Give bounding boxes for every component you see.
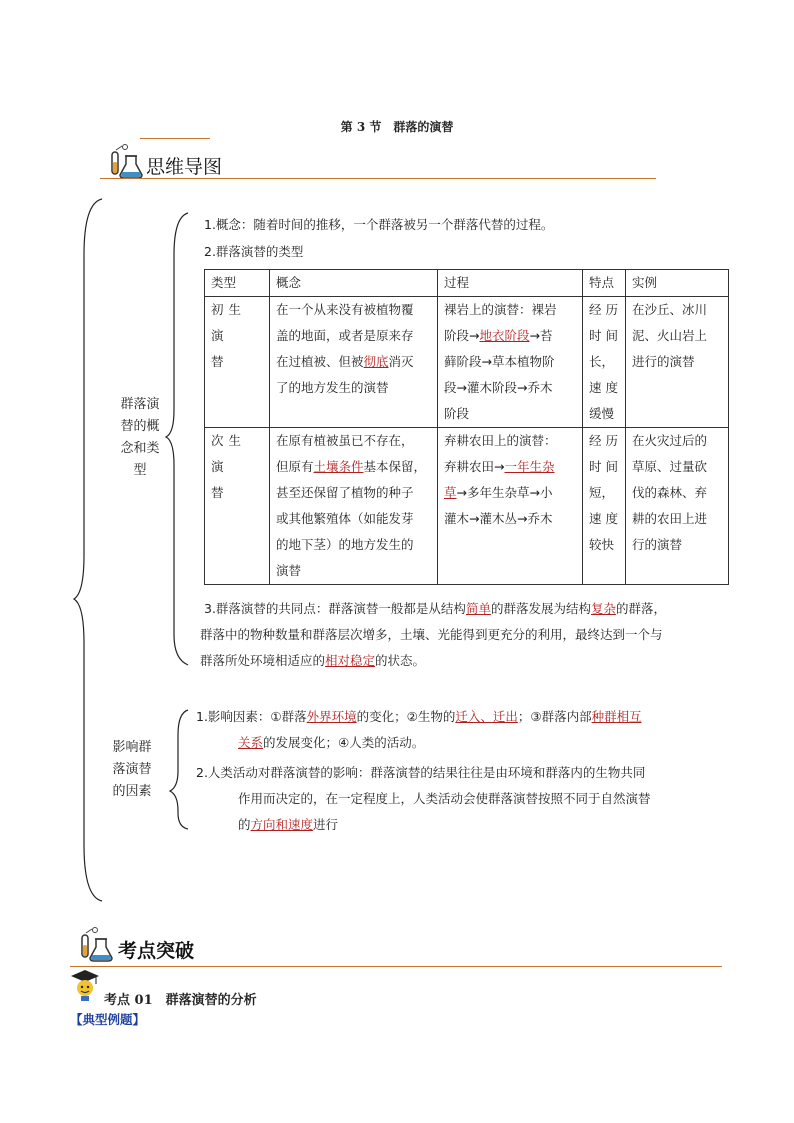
factors-paragraph <box>196 704 736 756</box>
cell-line: 较快 <box>589 537 615 552</box>
feature-cell <box>583 297 626 428</box>
cell-line: 甚至还保留了植物的种子 <box>276 485 414 500</box>
text-span: 的变化；②生物的 <box>356 709 456 724</box>
cell-line: 缓慢 <box>589 406 615 421</box>
cell-line: 盖的地面，或者是原来存 <box>276 328 414 343</box>
typical-examples-label: 【典型例题】 <box>70 1012 146 1027</box>
cell-line: 耕的农田上进 <box>632 511 708 526</box>
header-cell: 过程 <box>438 270 583 297</box>
table-header-row <box>205 270 729 297</box>
cell-line: 速 度 <box>589 511 618 526</box>
key-term: 地衣阶段 <box>479 328 530 343</box>
cell-line: 在火灾过后的 <box>632 433 708 448</box>
table-row <box>205 297 729 428</box>
text-span: 弃耕农田→ <box>444 459 505 474</box>
cell-line: 经 历 <box>589 302 618 317</box>
cell-line: 时 间 <box>589 459 618 474</box>
cell-line: 阶段 <box>444 406 470 421</box>
kaodian-01-title: 考点 01 群落演替的分析 <box>104 993 257 1008</box>
cell-line <box>276 349 431 375</box>
cell-line: 弃耕农田上的演替： <box>444 433 557 448</box>
cell-line: 演替 <box>276 563 302 578</box>
concept-cell <box>270 297 438 428</box>
cell-line: 草原、过量砍 <box>632 459 708 474</box>
branch2-label-line: 影响群 <box>112 740 152 755</box>
branch1-label-line: 念和类 <box>120 441 160 456</box>
paragraph-line <box>238 730 736 756</box>
kaodian-rule <box>70 966 722 967</box>
paragraph-line <box>196 704 736 730</box>
cell-line: 段→灌木阶段→乔木 <box>444 380 553 395</box>
process-cell <box>438 428 583 585</box>
example-cell <box>626 297 729 428</box>
feature-cell <box>583 428 626 585</box>
branch1-label-line: 替的概 <box>120 419 160 434</box>
key-term: 土壤条件 <box>313 459 364 474</box>
key-term: 简单 <box>465 601 491 616</box>
cell-line: 短， <box>589 485 615 500</box>
succession-types-table <box>204 269 729 585</box>
cell-line <box>444 454 576 480</box>
branch1-label <box>112 394 168 482</box>
header-top-rule <box>140 138 210 139</box>
key-term: 迁入、迁出 <box>455 709 518 724</box>
text-span: 消灭 <box>388 354 414 369</box>
text-span: 但原有 <box>276 459 314 474</box>
text-span: →多年生杂草→小 <box>456 485 553 500</box>
cell-line: 长， <box>589 354 615 369</box>
text-span: →苔 <box>529 328 553 343</box>
cell-line: 了的地方发生的演替 <box>276 380 389 395</box>
text-span: 的发展变化；④人类的活动。 <box>263 735 425 750</box>
cell-line: 进行的演替 <box>632 354 695 369</box>
cell-line <box>444 323 576 349</box>
key-term: 一年生杂 <box>504 459 555 474</box>
cell-line: 速 度 <box>589 380 618 395</box>
key-term: 彻底 <box>363 354 389 369</box>
paragraph-line: 群落中的物种数量和群落层次增多，土壤、光能得到更充分的利用，最终达到一个与 <box>200 627 663 642</box>
header-cell: 特点 <box>583 270 626 297</box>
cell-line: 灌木→灌木丛→乔木 <box>444 511 553 526</box>
cell-line: 或其他繁殖体（如能发芽 <box>276 511 414 526</box>
mindmap-rule <box>100 178 656 179</box>
text-span: 进行 <box>313 817 339 832</box>
text-span: 的群落， <box>615 601 666 616</box>
paragraph-line: 2.人类活动对群落演替的影响：群落演替的结果往往是由环境和群落内的生物共同 <box>196 765 646 780</box>
cell-line: 在原有植被虽已不存在， <box>276 433 414 448</box>
main-brace <box>74 199 102 901</box>
cell-line: 在一个从来没有被植物覆 <box>276 302 414 317</box>
mindmap-header <box>100 140 660 182</box>
key-term: 种群相互 <box>591 709 642 724</box>
table-row <box>205 428 729 585</box>
key-term: 相对稳定 <box>325 653 376 668</box>
text-span: 阶段→ <box>444 328 480 343</box>
key-term: 草 <box>444 485 457 500</box>
branch1-brace <box>166 213 188 665</box>
type-cell <box>205 297 270 428</box>
branch2-label-line: 的因素 <box>112 784 152 799</box>
process-cell <box>438 297 583 428</box>
text-span: 基本保留， <box>363 459 427 474</box>
concept-cell <box>270 428 438 585</box>
text-span: 群落所处环境相适应的 <box>200 653 326 668</box>
science-flask-icon <box>74 924 120 966</box>
paragraph-line <box>238 812 736 838</box>
key-term: 外界环境 <box>306 709 357 724</box>
cell-line: 时 间 <box>589 328 618 343</box>
type-line: 替 <box>211 354 224 369</box>
key-term: 复杂 <box>590 601 616 616</box>
text-span: 在过植被、但被 <box>276 354 364 369</box>
page-title: 第 3 节 群落的演替 <box>340 120 454 134</box>
cell-line: 的地下茎）的地方发生的 <box>276 537 414 552</box>
text-span: 的 <box>238 817 251 832</box>
cell-line: 裸岩上的演替：裸岩 <box>444 302 557 317</box>
paragraph-line: 作用而决定的，在一定程度上，人类活动会使群落演替按照不同于自然演替 <box>238 791 651 806</box>
concept-line: 1.概念：随着时间的推移，一个群落被另一个群落代替的过程。 <box>204 217 554 232</box>
paragraph-line <box>204 596 744 622</box>
cell-line <box>444 480 576 506</box>
paragraph-line <box>200 648 744 674</box>
common-point-paragraph <box>200 596 744 674</box>
branch2-label <box>104 737 160 803</box>
cell-line: 经 历 <box>589 433 618 448</box>
example-cell <box>626 428 729 585</box>
mindmap-heading: 思维导图 <box>146 156 223 178</box>
text-span: 3.群落演替的共同点：群落演替一般都是从结构 <box>204 601 466 616</box>
kaodian-header <box>70 922 722 970</box>
text-span: ；③群落内部 <box>517 709 592 724</box>
cell-line: 藓阶段→草本植物阶 <box>444 354 555 369</box>
graduate-cap-icon <box>70 968 100 1002</box>
types-line: 2.群落演替的类型 <box>204 244 304 259</box>
cell-line <box>276 454 431 480</box>
header-cell: 概念 <box>270 270 438 297</box>
text-span: 的群落发展为结构 <box>490 601 591 616</box>
header-cell: 类型 <box>205 270 270 297</box>
cell-line: 泥、火山岩上 <box>632 328 708 343</box>
cell-line: 在沙丘、冰川 <box>632 302 708 317</box>
key-term: 关系 <box>238 735 264 750</box>
branch1-label-line: 群落演 <box>120 397 160 412</box>
branch1-label-line: 型 <box>133 463 147 478</box>
cell-line: 行的演替 <box>632 537 683 552</box>
cell-line: 伐的森林、弃 <box>632 485 708 500</box>
type-line: 替 <box>211 485 224 500</box>
header-cell: 实例 <box>626 270 729 297</box>
text-span: 的状态。 <box>375 653 426 668</box>
branch2-label-line: 落演替 <box>112 762 152 777</box>
type-cell <box>205 428 270 585</box>
text-span: 1.影响因素：①群落 <box>196 709 307 724</box>
science-flask-icon <box>104 142 150 182</box>
kaodian-heading: 考点突破 <box>118 940 195 962</box>
branch2-brace <box>170 710 188 829</box>
human-activity-paragraph <box>196 760 736 838</box>
key-term: 方向和速度 <box>250 817 314 832</box>
type-line: 初生演 <box>211 302 247 343</box>
type-line: 次生演 <box>211 433 247 474</box>
